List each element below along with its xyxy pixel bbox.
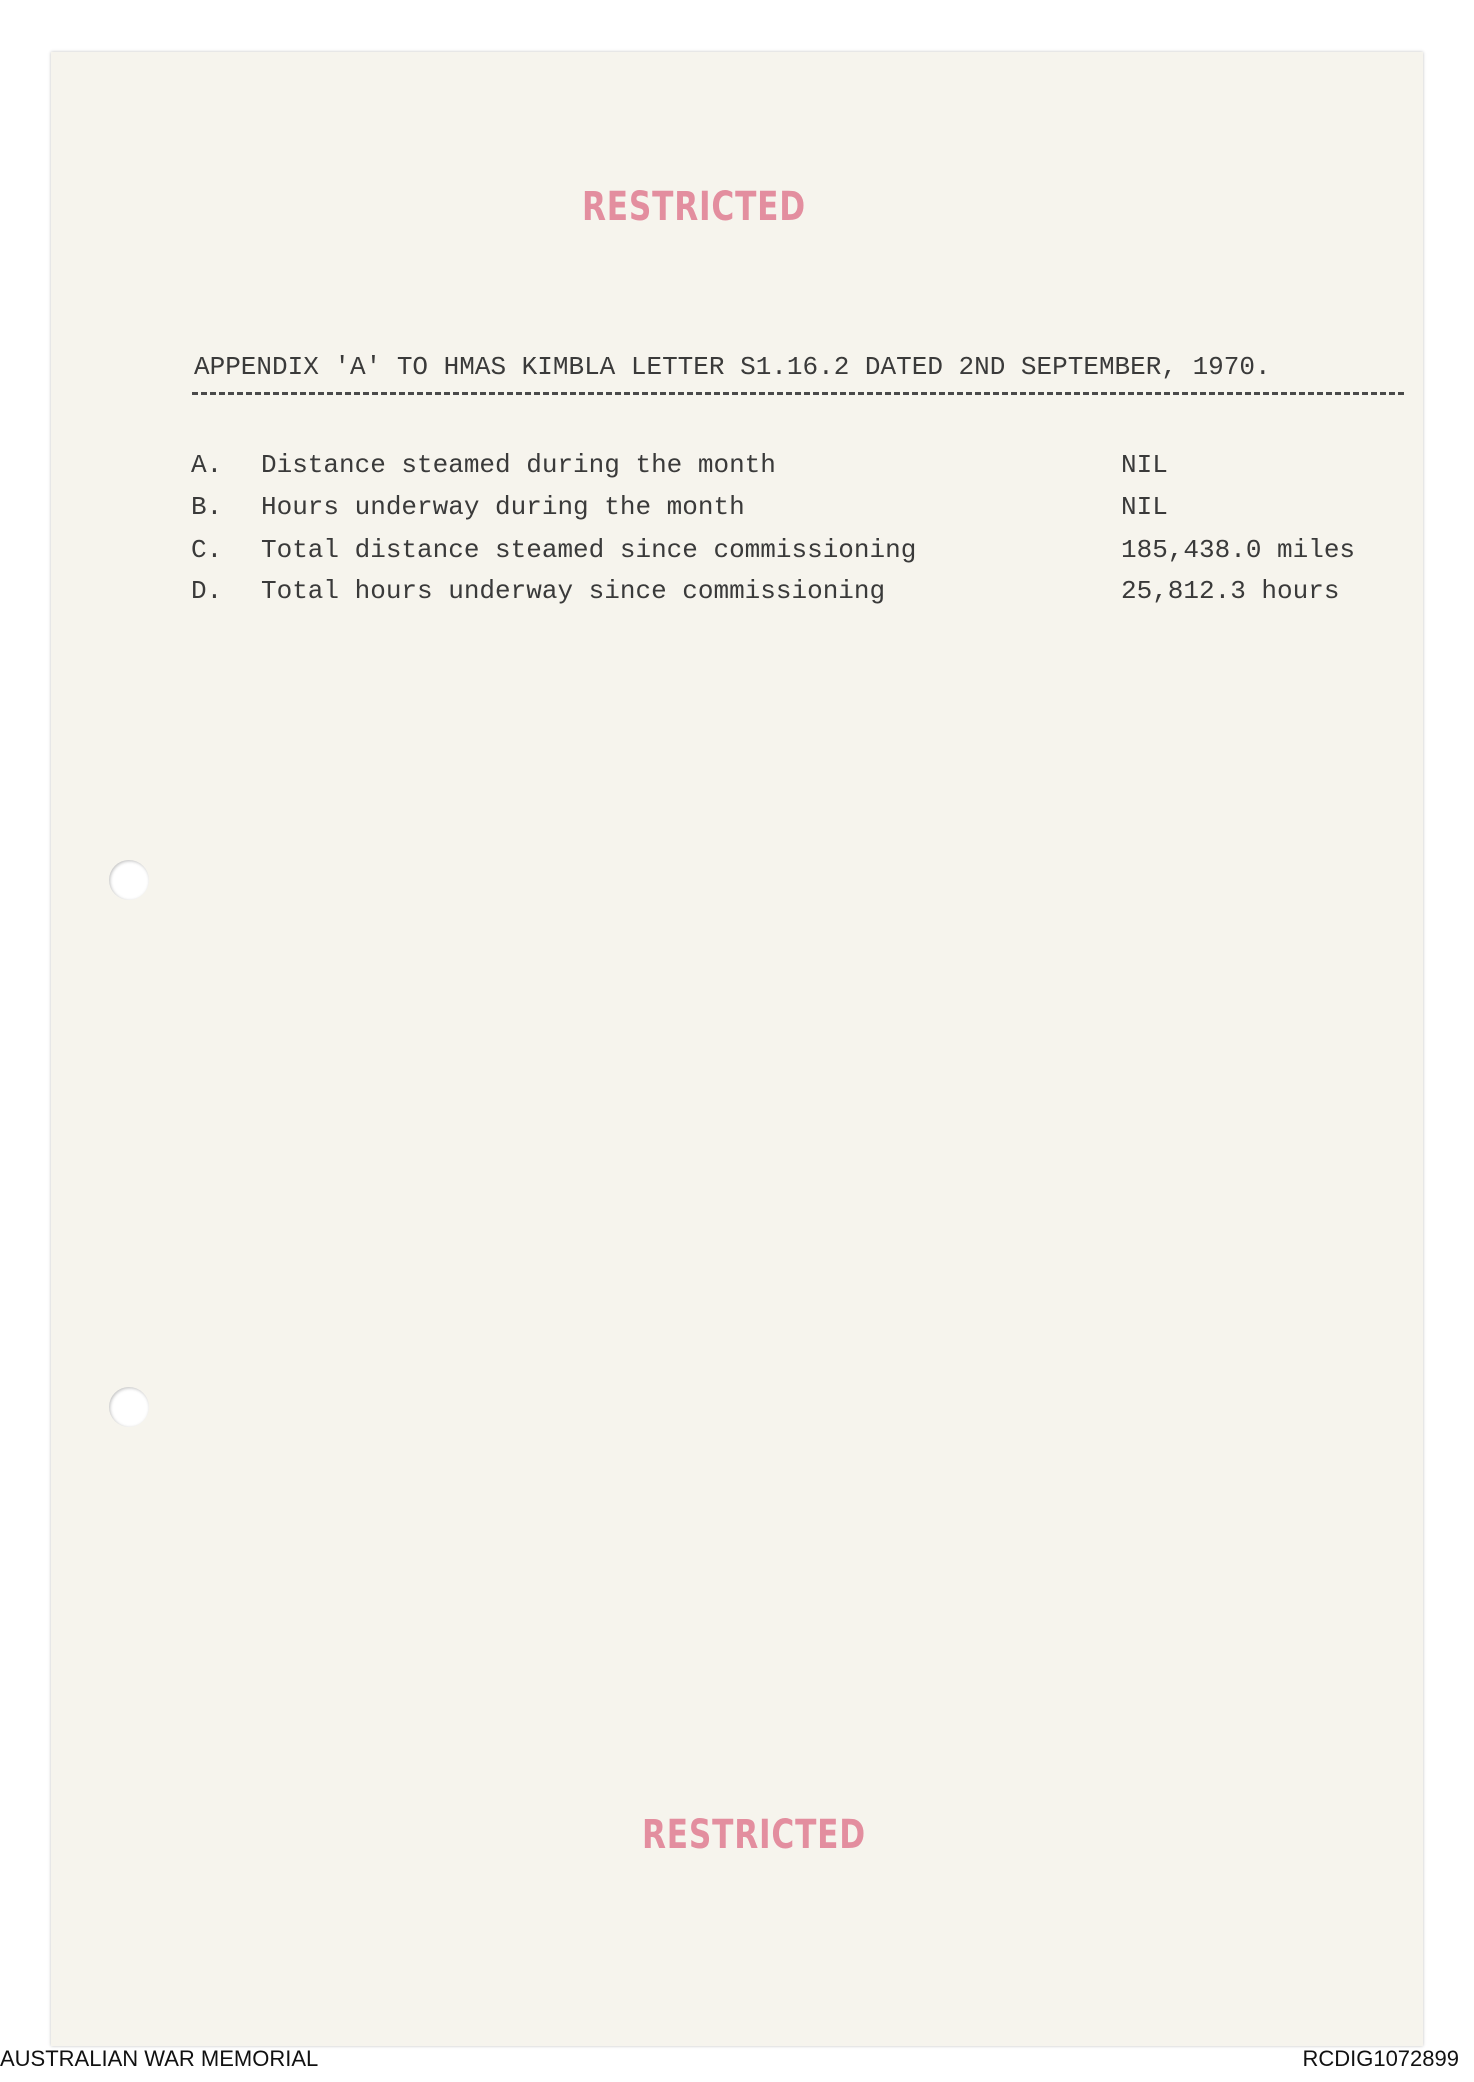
item-letter: B. [191,492,223,522]
item-value: 25,812.3 hours [1121,576,1340,606]
heading-dashed-underline [192,392,1404,395]
restricted-stamp-bottom: RESTRICTED [642,1812,866,1858]
item-description: Hours underway during the month [261,492,745,522]
item-value: NIL [1121,492,1168,522]
list-item [51,450,1423,490]
list-item [51,576,1423,616]
restricted-stamp-top: RESTRICTED [582,184,806,230]
item-letter: D. [191,576,223,606]
list-item [51,492,1423,532]
item-letter: C. [191,535,223,565]
archive-credit: AUSTRALIAN WAR MEMORIAL [0,2046,319,2071]
item-value: NIL [1121,450,1168,480]
archive-id: RCDIG1072899 [1302,2046,1459,2071]
item-description: Total distance steamed since commissioning [261,535,917,565]
item-value: 185,438.0 miles [1121,535,1356,565]
item-description: Distance steamed during the month [261,450,776,480]
item-letter: A. [191,450,223,480]
document-page [51,52,1423,2046]
appendix-heading: APPENDIX 'A' TO HMAS KIMBLA LETTER S1.16.2 DATED 2ND SEPTEMBER, 1970. [194,352,1271,382]
list-item [51,535,1423,575]
punch-hole [109,1387,149,1427]
punch-hole [109,860,149,900]
item-description: Total hours underway since commissioning [261,576,886,606]
